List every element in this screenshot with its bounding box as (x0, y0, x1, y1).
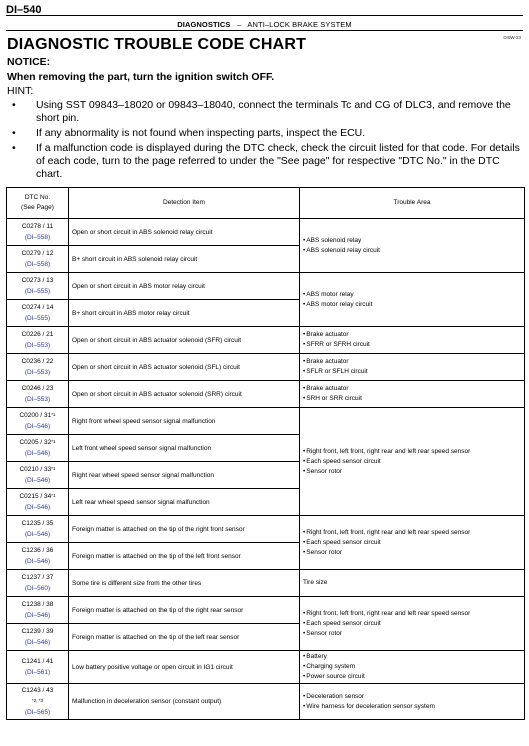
footnote-marker: *1 (51, 412, 56, 417)
table-row (7, 597, 525, 624)
dtc-code: C0226 / 21 (21, 331, 54, 338)
hint-text: If any abnormality is not found when inspecting parts, inspect the ECU. (36, 127, 366, 139)
dtc-code: C1241 / 41 (21, 658, 54, 665)
trouble-area-item: • Each speed sensor circuit (303, 619, 521, 629)
see-page-link[interactable]: (DI–546) (24, 639, 51, 646)
see-page-link[interactable]: (DI–560) (24, 585, 51, 592)
see-page-link[interactable]: (DI–558) (24, 261, 51, 268)
see-page-link[interactable]: (DI–565) (24, 709, 51, 716)
trouble-area-cell (300, 570, 525, 597)
trouble-area-item: • ABS motor relay circuit (303, 300, 521, 310)
dtc-code-cell (7, 624, 69, 651)
see-page-link[interactable]: (DI–553) (24, 396, 51, 403)
dtc-code: C0273 / 13 (21, 277, 54, 284)
see-page-link[interactable]: (DI–546) (24, 504, 51, 511)
dtc-code: C1239 / 39 (21, 628, 54, 635)
dtc-code-cell (7, 651, 69, 684)
section-title: DIAGNOSTICS (177, 20, 231, 29)
table-row (7, 219, 525, 246)
dtc-code: C0200 / 31 (19, 412, 52, 419)
detection-item-cell: Low battery positive voltage or open circuit in IG1 circuit (69, 651, 300, 684)
detection-item-cell: Foreign matter is attached on the tip of the right front sensor (69, 516, 300, 543)
detection-item-cell: Open or short circuit in ABS actuator solenoid (SFL) circuit (69, 354, 300, 381)
see-page-link[interactable]: (DI–553) (24, 369, 51, 376)
dtc-code-cell (7, 516, 69, 543)
dtc-code-cell (7, 462, 69, 489)
detection-item-cell: Right front wheel speed sensor signal malfunction (69, 408, 300, 435)
header-rule (6, 15, 523, 16)
trouble-area-item: • Charging system (303, 662, 521, 672)
dtc-code-cell (7, 570, 69, 597)
bullet-icon: • (12, 99, 16, 111)
dtc-table (6, 187, 525, 720)
table-row (7, 408, 525, 435)
see-page-link[interactable]: (DI–555) (24, 288, 51, 295)
detection-item-header: Detection Item (69, 188, 300, 219)
hint-label: HINT: (7, 85, 34, 97)
dtc-code: C1237 / 37 (21, 574, 54, 581)
dtc-code-cell (7, 489, 69, 516)
dtc-code: C0278 / 11 (21, 223, 54, 230)
trouble-area-cell (300, 408, 525, 516)
detection-item-cell: Malfunction in deceleration sensor (constant output) (69, 684, 300, 720)
trouble-area-item: • ABS solenoid relay (303, 236, 521, 246)
dtc-code: C0210 / 33 (19, 466, 52, 473)
document-code: DI0W-23 (503, 35, 521, 40)
notice-text: When removing the part, turn the ignition switch OFF. (7, 71, 275, 83)
dtc-no-header (7, 188, 69, 219)
see-page-link[interactable]: (DI–546) (24, 558, 51, 565)
bullet-icon: • (12, 142, 16, 154)
footnote-marker: *1 (51, 493, 56, 498)
see-page-link[interactable]: (DI–553) (24, 342, 51, 349)
detection-item-cell: Foreign matter is attached on the tip of the left rear sensor (69, 624, 300, 651)
dtc-code: C0236 / 22 (21, 358, 54, 365)
footnote-marker: *2, *3 (31, 698, 43, 703)
trouble-area-cell (300, 516, 525, 570)
trouble-area-cell (300, 651, 525, 684)
trouble-area-item: • Brake actuator (303, 357, 521, 367)
trouble-area-item: • Right front, left front, right rear and left rear speed sensor (303, 609, 521, 619)
detection-item-cell: Open or short circuit in ABS solenoid relay circuit (69, 219, 300, 246)
dtc-code: C1238 / 38 (21, 601, 54, 608)
detection-item-cell: B+ short circuit in ABS solenoid relay circuit (69, 246, 300, 273)
section-header (0, 20, 529, 29)
dtc-code: C0246 / 23 (21, 385, 54, 392)
detection-item-cell: Open or short circuit in ABS actuator solenoid (SFR) circuit (69, 327, 300, 354)
section-separator: – (237, 20, 242, 29)
subsection-title: ANTI–LOCK BRAKE SYSTEM (247, 20, 352, 29)
trouble-area-item: • Brake actuator (303, 384, 521, 394)
hint-item (7, 142, 523, 181)
dtc-code: C0205 / 32 (19, 439, 52, 446)
trouble-area-item: • Sensor rotor (303, 629, 521, 639)
footnote-marker: *1 (51, 466, 56, 471)
see-page-link[interactable]: (DI–546) (24, 531, 51, 538)
dtc-code-cell (7, 597, 69, 624)
trouble-area-item: • Each speed sensor circuit (303, 538, 521, 548)
table-row (7, 570, 525, 597)
trouble-area-cell (300, 327, 525, 354)
table-row (7, 273, 525, 300)
trouble-area-item: • Power source circuit (303, 672, 521, 682)
detection-item-cell: Open or short circuit in ABS actuator solenoid (SRR) circuit (69, 381, 300, 408)
table-body (7, 219, 525, 720)
trouble-area-item: • Deceleration sensor (303, 692, 521, 702)
table-row (7, 516, 525, 543)
trouble-area-item: • Wire harness for deceleration sensor system (303, 702, 521, 712)
hint-list (7, 99, 523, 183)
detection-item-cell: Open or short circuit in ABS motor relay circuit (69, 273, 300, 300)
see-page-link[interactable]: (DI–561) (24, 669, 51, 676)
table-row (7, 327, 525, 354)
trouble-area-item: • Sensor rotor (303, 467, 521, 477)
table-row (7, 684, 525, 720)
dtc-code-cell (7, 246, 69, 273)
hint-item (7, 127, 523, 140)
dtc-code-cell (7, 684, 69, 720)
trouble-area-item: • Battery (303, 652, 521, 662)
trouble-area-item: • Right front, left front, right rear and left rear speed sensor (303, 528, 521, 538)
dtc-header-line1: DTC No. (24, 194, 51, 201)
table-header-row (7, 188, 525, 219)
trouble-area-cell (300, 219, 525, 273)
dtc-code-cell (7, 327, 69, 354)
page-number: DI–540 (6, 4, 42, 16)
see-page-link[interactable]: (DI–546) (24, 450, 51, 457)
trouble-area-item: • SRH or SRR circuit (303, 394, 521, 404)
trouble-area-item: • Sensor rotor (303, 548, 521, 558)
dtc-code: C0279 / 12 (21, 250, 54, 257)
see-page-link[interactable]: (DI–555) (24, 315, 51, 322)
trouble-area-cell (300, 273, 525, 327)
hint-text: Using SST 09843–18020 or 09843–18040, connect the terminals Tc and CG of DLC3, and remove the short pin. (36, 99, 511, 124)
dtc-code: C0215 / 34 (19, 493, 52, 500)
dtc-code-cell (7, 381, 69, 408)
dtc-code: C0274 / 14 (21, 304, 54, 311)
trouble-area-cell (300, 354, 525, 381)
page-title: DIAGNOSTIC TROUBLE CODE CHART (7, 36, 307, 53)
dtc-code-cell (7, 435, 69, 462)
detection-item-cell: Some tire is different size from the other tires (69, 570, 300, 597)
dtc-code-cell (7, 354, 69, 381)
trouble-area-cell (300, 597, 525, 651)
see-page-link[interactable]: (DI–546) (24, 477, 51, 484)
trouble-area-item: • Right front, left front, right rear and left rear speed sensor (303, 447, 521, 457)
trouble-area-item: • SFLR or SFLH circuit (303, 367, 521, 377)
header-rule-lower (6, 30, 523, 31)
footnote-marker: *1 (51, 439, 56, 444)
trouble-area-item: Tire size (303, 579, 328, 586)
detection-item-cell: Left front wheel speed sensor signal malfunction (69, 435, 300, 462)
table-row (7, 381, 525, 408)
dtc-header-line2: (See Page) (21, 204, 54, 211)
see-page-link[interactable]: (DI–546) (24, 612, 51, 619)
trouble-area-item: • Brake actuator (303, 330, 521, 340)
dtc-code-cell (7, 300, 69, 327)
dtc-code-cell (7, 273, 69, 300)
detection-item-cell: Foreign matter is attached on the tip of the left front sensor (69, 543, 300, 570)
detection-item-cell: Right rear wheel speed sensor signal malfunction (69, 462, 300, 489)
dtc-code-cell (7, 219, 69, 246)
dtc-code: C1235 / 35 (21, 520, 54, 527)
bullet-icon: • (12, 127, 16, 139)
dtc-code-cell (7, 543, 69, 570)
trouble-area-item: • Each speed sensor circuit (303, 457, 521, 467)
trouble-area-item: • ABS motor relay (303, 290, 521, 300)
table-row (7, 354, 525, 381)
table-row (7, 651, 525, 684)
trouble-area-cell (300, 381, 525, 408)
trouble-area-cell (300, 684, 525, 720)
dtc-code: C1236 / 36 (21, 547, 54, 554)
see-page-link[interactable]: (DI–546) (24, 423, 51, 430)
trouble-area-header: Trouble Area (300, 188, 525, 219)
trouble-area-item: • ABS solenoid relay circuit (303, 246, 521, 256)
notice-label: NOTICE: (7, 56, 51, 68)
detection-item-cell: Foreign matter is attached on the tip of the right rear sensor (69, 597, 300, 624)
hint-text: If a malfunction code is displayed during the DTC check, check the circuit listed for that code. For details of each code, turn to the page referred to under the "See page" for respective "DTC No." in the DTC chart. (36, 142, 520, 180)
trouble-area-item: • SFRR or SFRH circuit (303, 340, 521, 350)
detection-item-cell: Left rear wheel speed sensor signal malfunction (69, 489, 300, 516)
dtc-code-cell (7, 408, 69, 435)
see-page-link[interactable]: (DI–558) (24, 234, 51, 241)
detection-item-cell: B+ short circuit in ABS motor relay circuit (69, 300, 300, 327)
hint-item (7, 99, 523, 125)
dtc-code: C1243 / 43 (21, 687, 54, 694)
